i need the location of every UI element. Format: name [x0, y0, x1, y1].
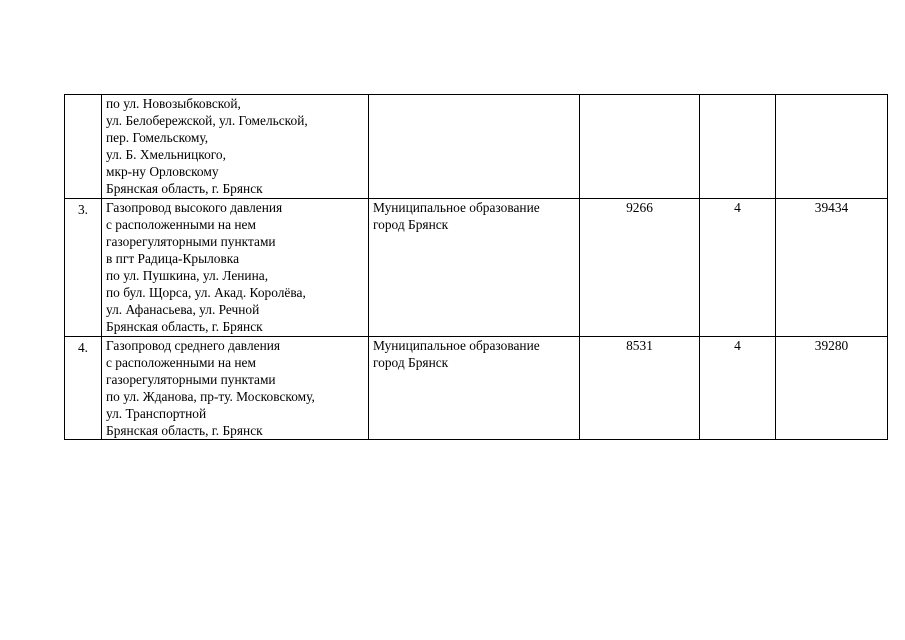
registry-table-body [65, 95, 888, 440]
length-cell [580, 337, 700, 440]
object-name-cell [102, 337, 369, 440]
row-number-cell [65, 95, 102, 199]
owner-cell [369, 199, 580, 337]
object-name-line: Брянская область, г. Брянск [106, 423, 263, 438]
owner-line: Муниципальное образование [373, 338, 540, 353]
row-number-cell [65, 199, 102, 337]
table-row [65, 199, 888, 337]
object-name-line: газорегуляторными пунктами [106, 234, 276, 249]
count-cell [700, 95, 776, 199]
registry-table [64, 94, 888, 440]
count-cell [700, 199, 776, 337]
owner-cell [369, 337, 580, 440]
object-name-line: Брянская область, г. Брянск [106, 181, 263, 196]
object-name-line: в пгт Радица-Крыловка [106, 251, 240, 266]
numeric-value: 39280 [814, 338, 849, 353]
length-cell [580, 199, 700, 337]
row-number: 4. [77, 340, 89, 355]
row-number-cell [65, 337, 102, 440]
count-value: 4 [734, 338, 741, 353]
length-cell [580, 95, 700, 199]
object-name-line: по ул. Пушкина, ул. Ленина, [106, 268, 269, 283]
object-name-line: пер. Гомельскому, [106, 130, 209, 145]
count-value: 4 [734, 200, 741, 215]
object-name-line: мкр-ну Орловскому [106, 164, 219, 179]
owner-line: город Брянск [373, 217, 449, 232]
object-name-cell [102, 199, 369, 337]
object-name-line: Газопровод высокого давления [106, 200, 283, 215]
object-name-line: Брянская область, г. Брянск [106, 319, 263, 334]
count-cell [700, 337, 776, 440]
value-cell [776, 337, 888, 440]
value-cell [776, 95, 888, 199]
owner-cell [369, 95, 580, 199]
object-name-line: по ул. Новозыбковской, [106, 96, 241, 111]
owner-line: город Брянск [373, 355, 449, 370]
object-name-line: по ул. Жданова, пр-ту. Московскому, [106, 389, 315, 404]
row-number: 3. [77, 202, 89, 217]
object-name-cell [102, 95, 369, 199]
length-value: 8531 [626, 338, 653, 353]
object-name-line: ул. Б. Хмельницкого, [106, 147, 226, 162]
object-name-line: с расположенными на нем [106, 217, 256, 232]
object-name-line: по бул. Щорса, ул. Акад. Королёва, [106, 285, 306, 300]
owner-line: Муниципальное образование [373, 200, 540, 215]
value-cell [776, 199, 888, 337]
object-name-line: ул. Белобережской, ул. Гомельской, [106, 113, 308, 128]
numeric-value: 39434 [814, 200, 849, 215]
length-value: 9266 [626, 200, 653, 215]
object-name-line: ул. Афанасьева, ул. Речной [106, 302, 260, 317]
object-name-line: газорегуляторными пунктами [106, 372, 276, 387]
object-name-line: ул. Транспортной [106, 406, 207, 421]
table-row [65, 337, 888, 440]
object-name-line: Газопровод среднего давления [106, 338, 281, 353]
object-name-line: с расположенными на нем [106, 355, 256, 370]
table-row [65, 95, 888, 199]
